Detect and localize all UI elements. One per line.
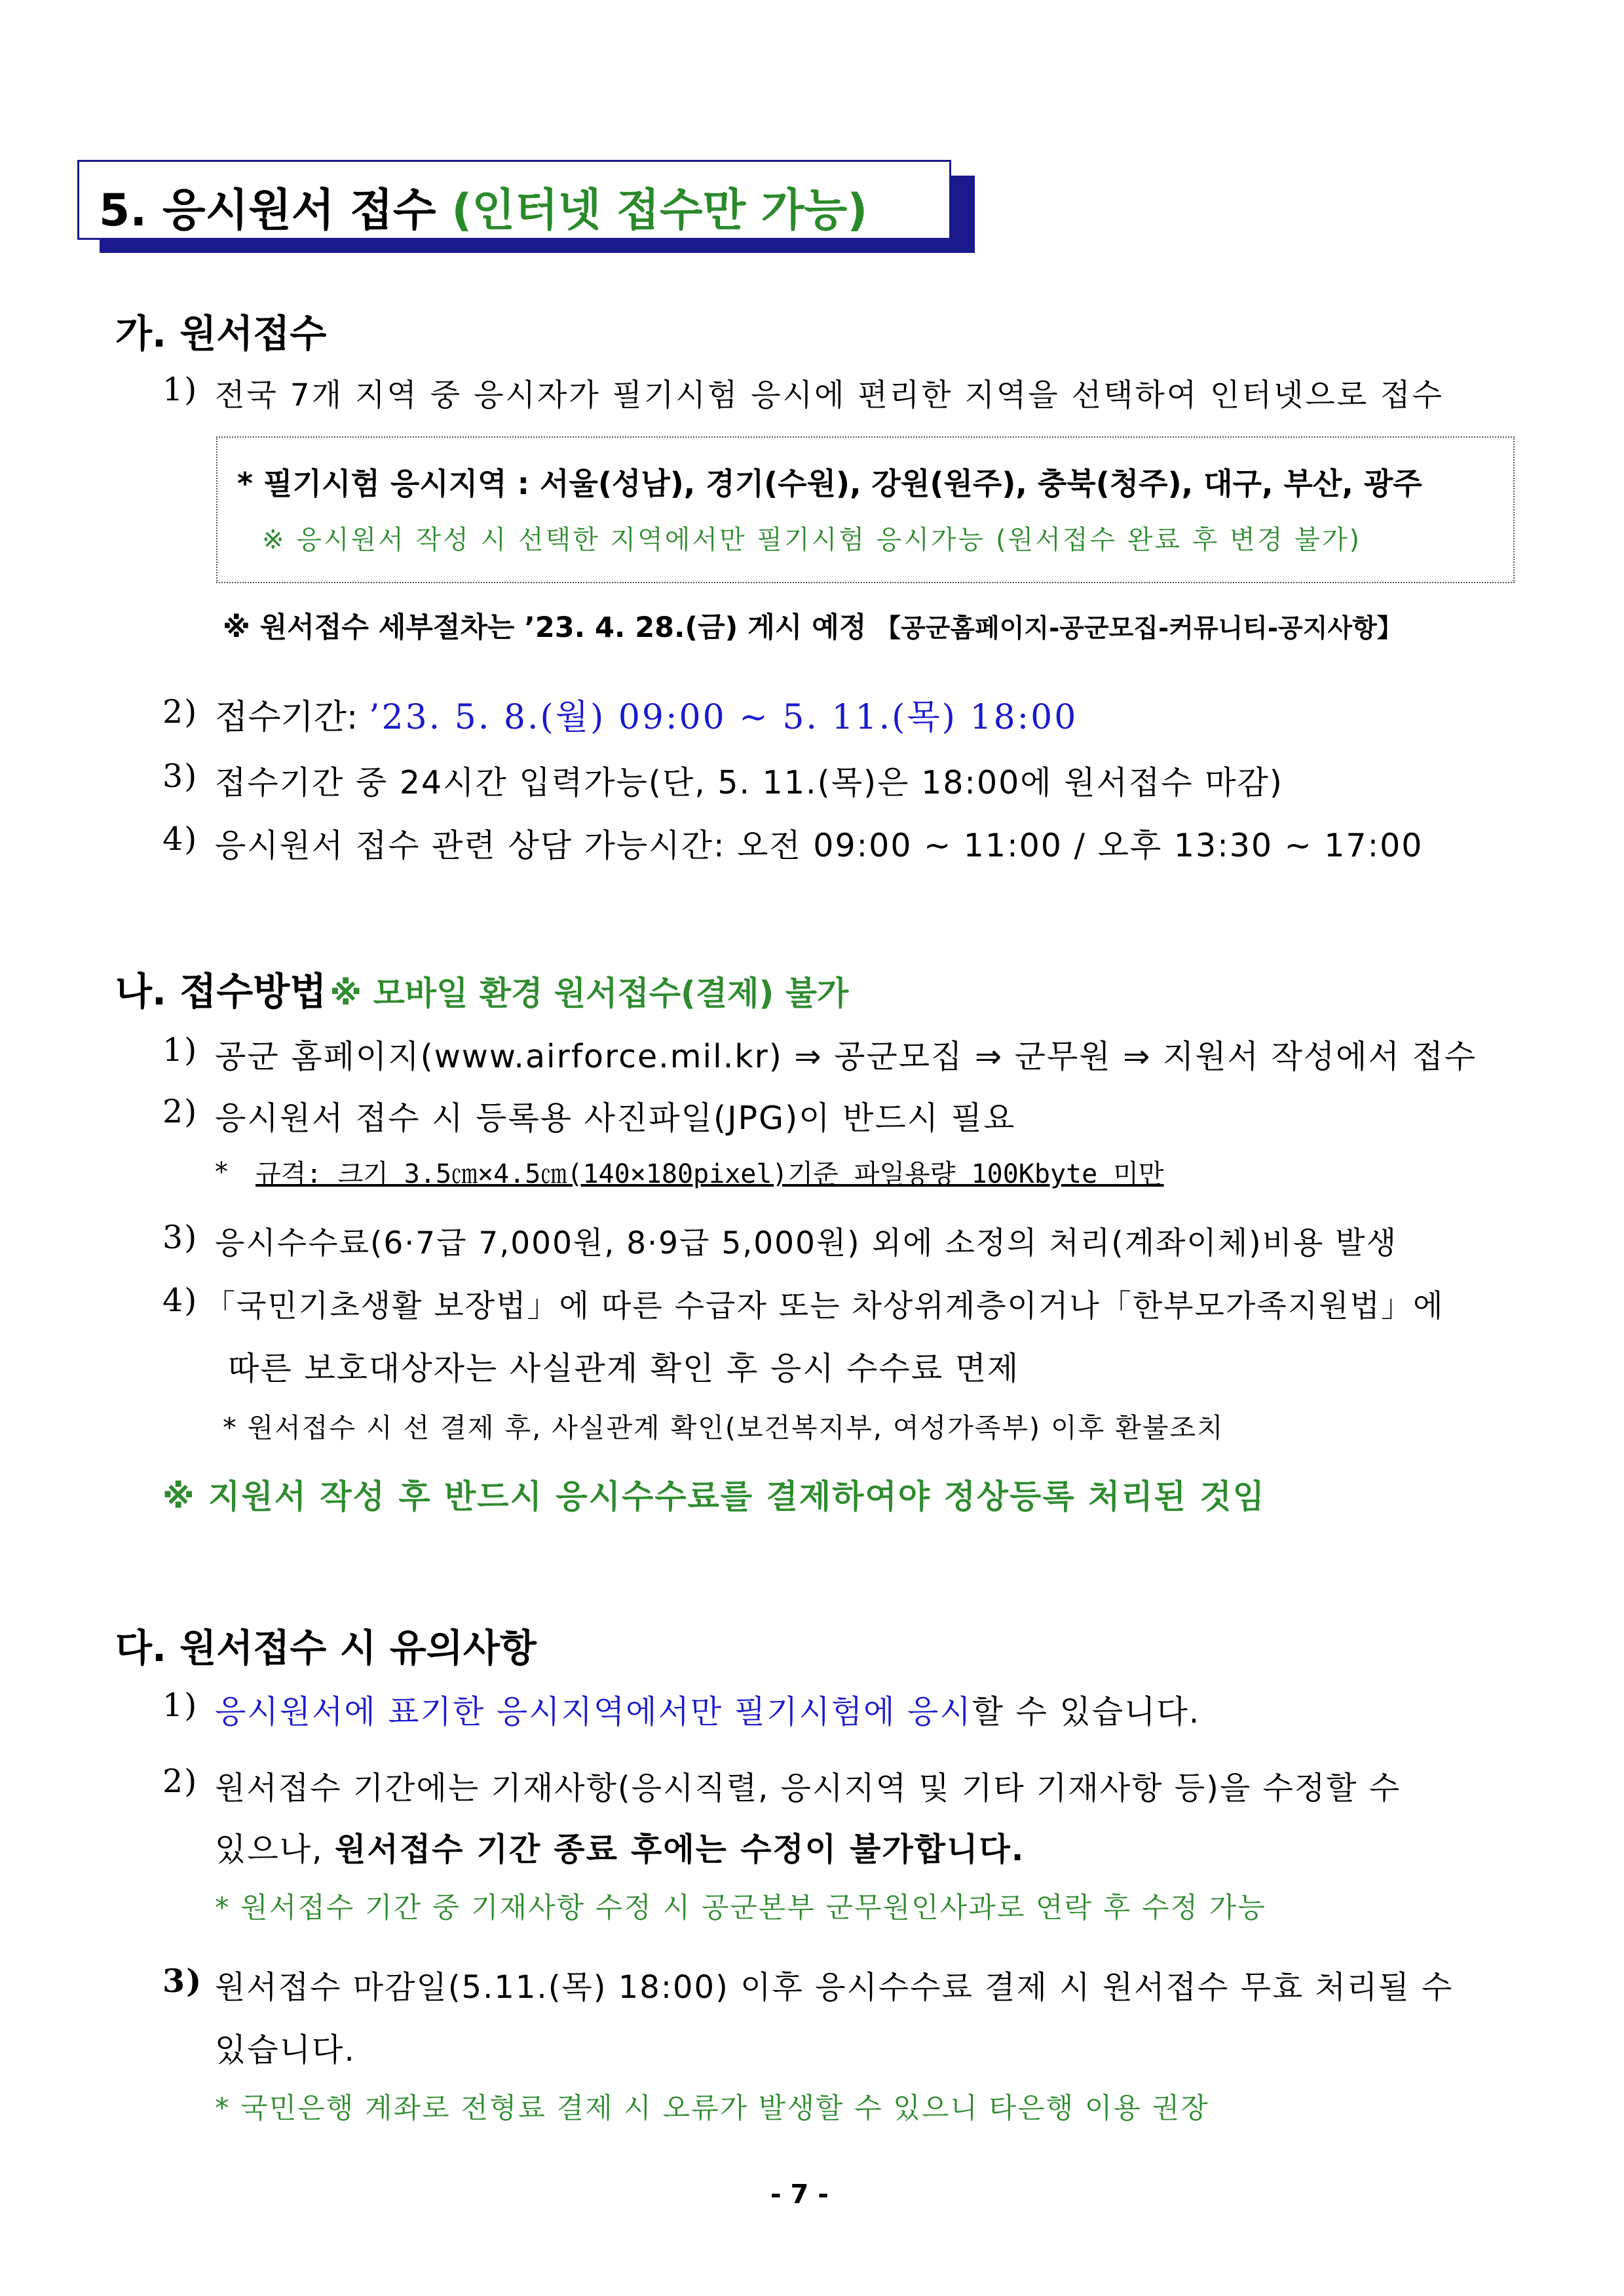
ga-item3-text: 접수기간 중 24시간 입력가능(단, 5. 11.(목)은 18:00에 원서접수 마감) bbox=[215, 764, 1283, 801]
na-item4-text-1: 「국민기초생활 보장법」에 따른 수급자 또는 차상위계층이거나「한부모가족지원법」에 bbox=[204, 1288, 1445, 1324]
heading-na: 나. 접수방법 bbox=[115, 969, 327, 1014]
da-item3-num: 3) bbox=[162, 1962, 203, 2000]
da-item1-text bbox=[215, 1687, 1200, 1732]
na-item3-num: 3) bbox=[162, 1219, 198, 1256]
heading-na-line bbox=[115, 961, 848, 1016]
ga-item4-num: 4) bbox=[162, 820, 198, 858]
da-item1-blue: 응시원서에 표기한 응시지역에서만 필기시험에 응시 bbox=[215, 1693, 972, 1731]
da-item3-sub: * 국민은행 계좌로 전형료 결제 시 오류가 발생할 수 있으니 타은행 이용 권장 bbox=[215, 2092, 1209, 2125]
da-item3-text-1: 원서접수 마감일(5.11.(목) 18:00) 이후 응시수수료 결제 시 원서접수 무효 처리될 수 bbox=[215, 1969, 1454, 2006]
application-period bbox=[215, 689, 1078, 738]
section-title-main: 5. 응시원서 접수 bbox=[99, 185, 436, 237]
section-title-box bbox=[77, 160, 951, 240]
procedure-notice bbox=[223, 605, 1403, 645]
region-note-box bbox=[216, 436, 1515, 583]
na-item3-text: 응시수수료(6·7급 7,000원, 8·9급 5,000원) 외에 소정의 처리(계좌이체)비용 발생 bbox=[215, 1225, 1398, 1261]
ga-item3-num: 3) bbox=[162, 757, 198, 795]
da-item2-sub: * 원서접수 기간 중 기재사항 수정 시 공군본부 군무원인사과로 연락 후 수정 가능 bbox=[215, 1892, 1266, 1924]
region-note: ※ 응시원서 작성 시 선택한 지역에서만 필기시험 응시가능 (원서접수 완료 후 변경 불가) bbox=[262, 525, 1362, 555]
na-item4-text-2: 따른 보호대상자는 사실관계 확인 후 응시 수수료 면제 bbox=[228, 1350, 1020, 1387]
application-period-value: ’23. 5. 8.(월) 09:00 ~ 5. 11.(목) 18:00 bbox=[368, 698, 1078, 737]
ga-item1-num: 1) bbox=[162, 371, 198, 408]
da-item2-text-2a: 있으나, bbox=[215, 1831, 324, 1868]
heading-ga: 가. 원서접수 bbox=[115, 311, 327, 356]
na-item1-num: 1) bbox=[162, 1031, 198, 1069]
photo-spec: 규격: 크기 3.5㎝×4.5㎝(140×180pixel)기준 파일용량 100Kbyte 미만 bbox=[255, 1159, 1164, 1189]
da-item2-text-2b: 원서접수 기간 종료 후에는 수정이 불가합니다. bbox=[335, 1831, 1025, 1868]
photo-spec-mark: * bbox=[215, 1157, 228, 1187]
heading-da: 다. 원서접수 시 유의사항 bbox=[115, 1626, 537, 1670]
da-item1-num: 1) bbox=[162, 1687, 198, 1724]
da-item2-text-2 bbox=[215, 1824, 1025, 1870]
da-item3-text-2: 있습니다. bbox=[215, 2031, 356, 2069]
na-item2-num: 2) bbox=[162, 1093, 198, 1130]
na-item1-text: 공군 홈페이지(www.airforce.mil.kr) ⇒ 공군모집 ⇒ 군무원 ⇒ 지원서 작성에서 접수 bbox=[215, 1038, 1477, 1075]
refund-note: * 원서접수 시 선 결제 후, 사실관계 확인(보건복지부, 여성가족부) 이후 환불조치 bbox=[223, 1412, 1224, 1444]
ga-item2-num: 2) bbox=[162, 693, 198, 731]
section-title bbox=[99, 175, 867, 239]
section-title-sub: (인터넷 접수만 가능) bbox=[451, 185, 868, 237]
da-item2-text-1: 원서접수 기간에는 기재사항(응시직렬, 응시지역 및 기타 기재사항 등)을 수정할 수 bbox=[215, 1770, 1401, 1807]
na-item2-text: 응시원서 접수 시 등록용 사진파일(JPG)이 반드시 필요 bbox=[215, 1100, 1016, 1137]
procedure-notice-path: 【공군홈페이지-공군모집-커뮤니티-공지사항】 bbox=[875, 614, 1403, 643]
procedure-notice-main: ※ 원서접수 세부절차는 ’23. 4. 28.(금) 게시 예정 bbox=[223, 611, 867, 644]
da-item1-rest: 할 수 있습니다. bbox=[972, 1693, 1201, 1731]
mobile-warning: ※ 모바일 환경 원서접수(결제) 불가 bbox=[330, 974, 849, 1012]
ga-item1-text: 전국 7개 지역 중 응시자가 필기시험 응시에 편리한 지역을 선택하여 인터넷으로 접수 bbox=[215, 377, 1444, 413]
da-item2-num: 2) bbox=[162, 1763, 198, 1800]
ga-item4-text: 응시원서 접수 관련 상담 가능시간: 오전 09:00 ~ 11:00 / 오후 13:30 ~ 17:00 bbox=[215, 827, 1424, 864]
application-period-label: 접수기간: bbox=[215, 698, 358, 737]
region-list: * 필기시험 응시지역 : 서울(성남), 경기(수원), 강원(원주), 충북(청주), 대구, 부산, 광주 bbox=[237, 466, 1422, 501]
page-number: - 7 - bbox=[770, 2179, 829, 2210]
payment-warning: ※ 지원서 작성 후 반드시 응시수수료를 결제하여야 정상등록 처리된 것임 bbox=[162, 1478, 1266, 1516]
na-item4-num: 4) bbox=[162, 1282, 198, 1319]
